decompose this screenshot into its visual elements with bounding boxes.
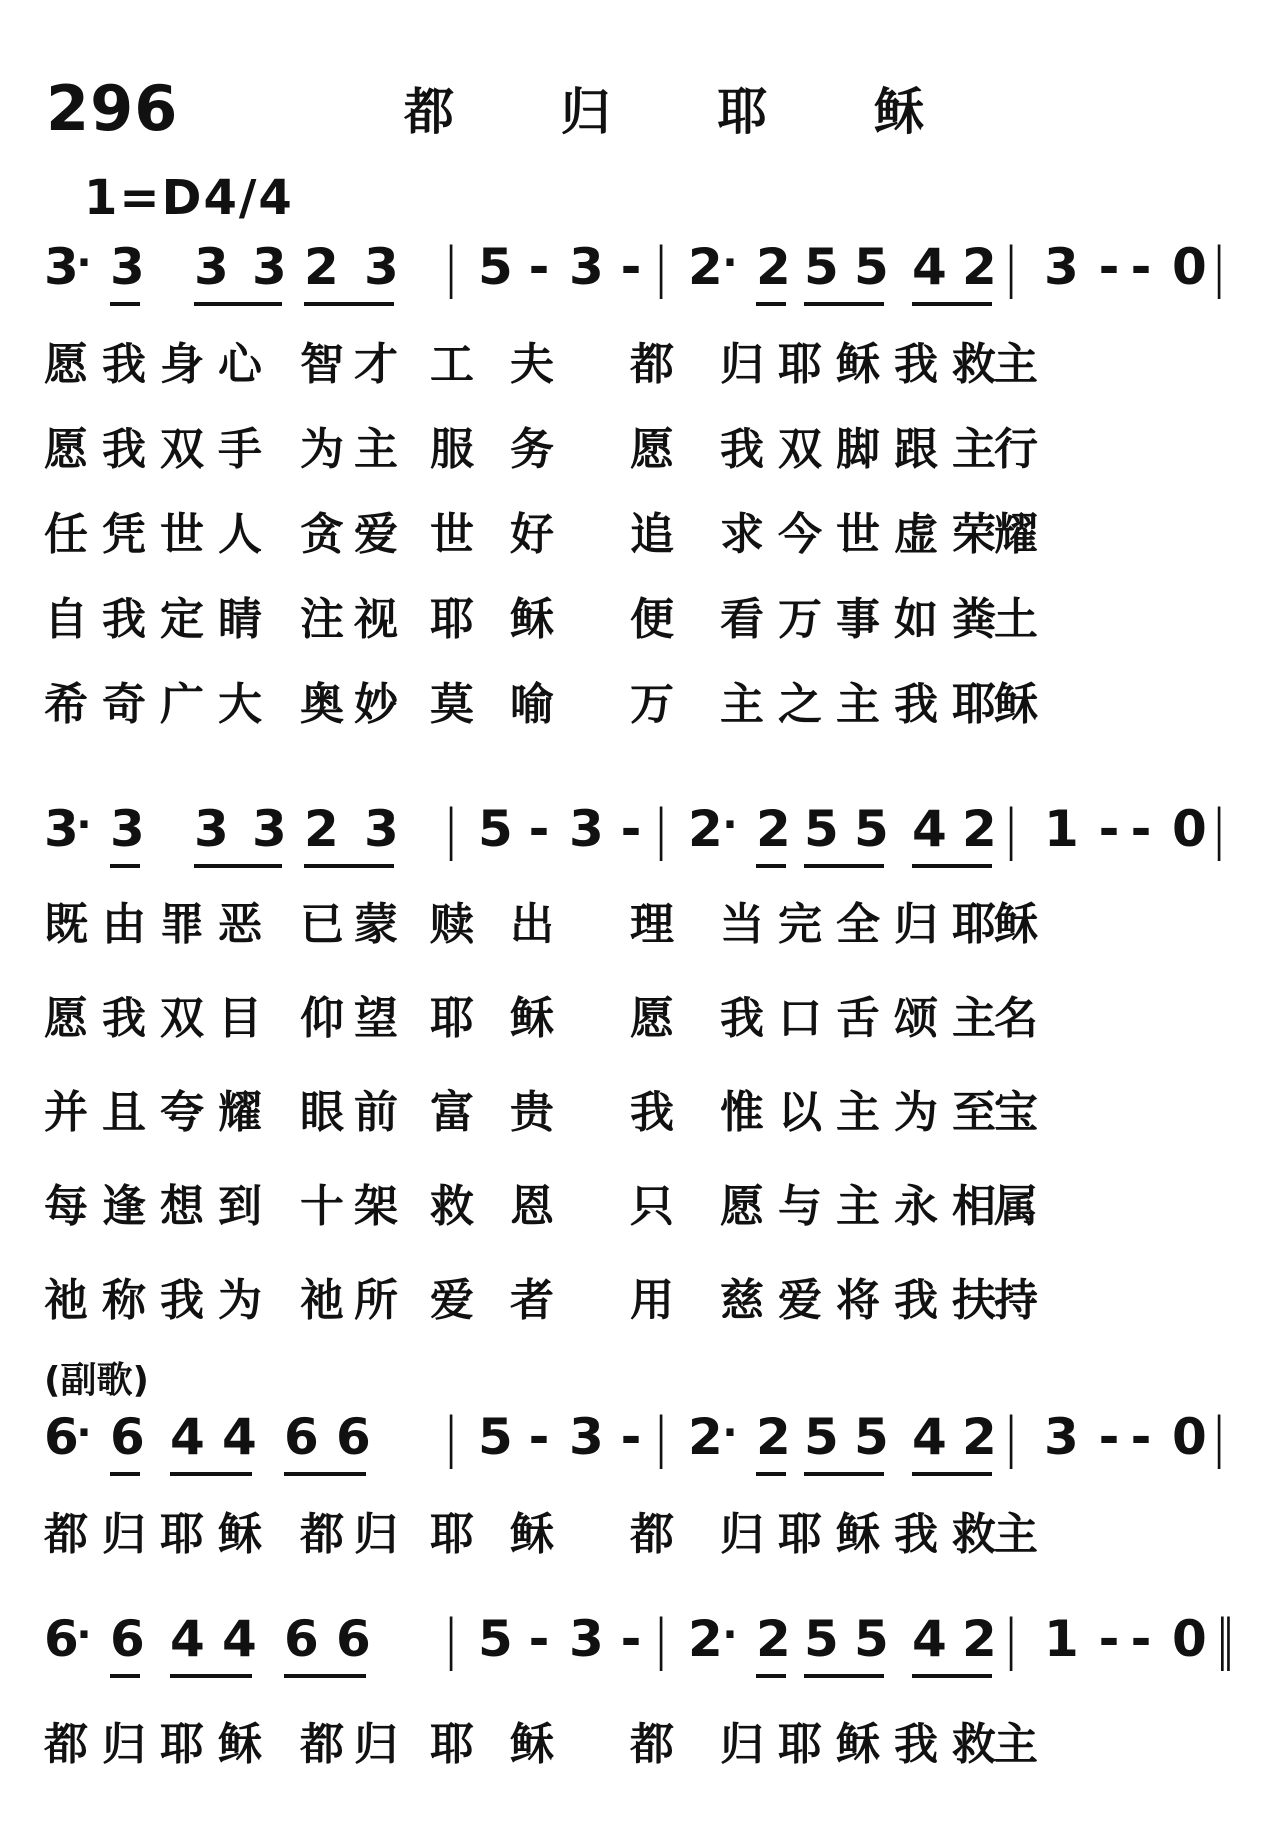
lyric-segment: 眼前 xyxy=(300,1087,408,1138)
lyric-segment: 富 xyxy=(430,1087,484,1138)
note-digit: 3 xyxy=(364,238,399,296)
dot-mark: · xyxy=(76,1410,92,1456)
note-digit: 0 xyxy=(1172,238,1207,296)
lyric-segment: 稣 xyxy=(994,899,1048,950)
bar-line: | xyxy=(655,1406,667,1469)
note-digit: 0 xyxy=(1172,1610,1207,1668)
note-digit: - xyxy=(620,800,642,858)
beam-underline xyxy=(284,1674,366,1678)
title-char: 耶 xyxy=(717,83,768,141)
lyric-segment: 都归 xyxy=(300,1719,408,1770)
lyrics-line xyxy=(44,888,1144,948)
note-digit: - xyxy=(1098,1408,1120,1466)
lyric-segment: 喻 xyxy=(510,679,564,730)
lyrics-line xyxy=(44,982,1144,1042)
lyric-segment: 主 xyxy=(994,1509,1048,1560)
lyric-segment: 耶 xyxy=(430,1719,484,1770)
note-digit: 3 xyxy=(252,238,287,296)
note-digit: 3 xyxy=(1044,238,1079,296)
lyric-segment: 稣 xyxy=(510,993,564,1044)
lyric-segment: 主 xyxy=(994,339,1048,390)
lyric-segment: 看万事如粪 xyxy=(720,594,1010,645)
beam-underline xyxy=(756,302,786,306)
dot-mark: · xyxy=(722,1410,738,1456)
lyric-segment: 行 xyxy=(994,424,1048,475)
note-digit: 6 xyxy=(336,1408,371,1466)
beam-underline xyxy=(110,1674,140,1678)
note-digit: 0 xyxy=(1172,1408,1207,1466)
lyric-segment: 愿与主永相 xyxy=(720,1181,1010,1232)
bar-line: | xyxy=(655,1608,667,1671)
note-digit: 5 xyxy=(804,1610,839,1668)
note-digit: 3 xyxy=(252,800,287,858)
lyric-segment: 耶 xyxy=(430,993,484,1044)
bar-line: | xyxy=(1005,236,1017,299)
notation-line xyxy=(44,798,1225,870)
note-digit: 0 xyxy=(1172,800,1207,858)
note-digit: 4 xyxy=(912,238,947,296)
note-digit: 6 xyxy=(284,1408,319,1466)
notation-line xyxy=(44,1608,1230,1680)
note-digit: - xyxy=(1130,800,1152,858)
lyrics-line xyxy=(44,1264,1144,1324)
lyric-segment: 便 xyxy=(630,594,684,645)
lyric-segment: 任凭世人 xyxy=(44,509,276,560)
lyric-segment: 耶 xyxy=(430,594,484,645)
lyric-segment: 赎 xyxy=(430,899,484,950)
lyric-segment: 愿我双手 xyxy=(44,424,276,475)
note-digit: - xyxy=(620,1610,642,1668)
lyric-segment: 者 xyxy=(510,1275,564,1326)
note-digit: 2 xyxy=(962,1408,997,1466)
lyric-segment: 愿我双目 xyxy=(44,993,276,1044)
beam-underline xyxy=(304,864,394,868)
note-digit: 2 xyxy=(688,1408,723,1466)
lyric-segment: 都 xyxy=(630,1719,684,1770)
lyric-segment: 愿 xyxy=(630,424,684,475)
lyric-segment: 救 xyxy=(430,1181,484,1232)
beam-underline xyxy=(912,1472,992,1476)
dot-mark: · xyxy=(76,240,92,286)
note-digit: - xyxy=(620,238,642,296)
bar-line: | xyxy=(655,798,667,861)
beam-underline xyxy=(170,1472,252,1476)
beam-underline xyxy=(110,864,140,868)
lyrics-line xyxy=(44,328,1144,388)
note-digit: 5 xyxy=(804,238,839,296)
lyric-segment: 自我定睛 xyxy=(44,594,276,645)
bar-line: | xyxy=(1213,798,1225,861)
bar-line: | xyxy=(1005,798,1017,861)
lyrics-line xyxy=(44,1498,1144,1558)
note-digit: 3 xyxy=(569,238,604,296)
lyrics-line xyxy=(44,1076,1144,1136)
note-digit: 6 xyxy=(110,1408,145,1466)
note-digit: 3 xyxy=(364,800,399,858)
lyric-segment: 都归耶稣 xyxy=(44,1719,276,1770)
note-digit: 3 xyxy=(569,1408,604,1466)
bar-line: | xyxy=(445,236,457,299)
key-signature: 1=D4/4 xyxy=(84,170,294,226)
lyric-segment: 理 xyxy=(630,899,684,950)
hymn-number: 296 xyxy=(46,72,179,145)
lyric-segment: 万 xyxy=(630,679,684,730)
lyric-segment: 耶 xyxy=(430,1509,484,1560)
note-digit: 2 xyxy=(756,1610,791,1668)
lyric-segment: 好 xyxy=(510,509,564,560)
note-digit: 5 xyxy=(854,238,889,296)
lyric-segment: 慈爱将我扶 xyxy=(720,1275,1010,1326)
note-digit: 3 xyxy=(194,800,229,858)
note-digit: 2 xyxy=(756,238,791,296)
lyric-segment: 祂称我为 xyxy=(44,1275,276,1326)
lyric-segment: 工 xyxy=(430,339,484,390)
lyric-segment: 稣 xyxy=(994,679,1048,730)
chorus-label: (副歌) xyxy=(44,1360,149,1401)
lyric-segment: 持 xyxy=(994,1275,1048,1326)
note-digit: 6 xyxy=(336,1610,371,1668)
note-digit: 4 xyxy=(170,1610,205,1668)
note-digit: 6 xyxy=(110,1610,145,1668)
note-digit: - xyxy=(528,1610,550,1668)
dot-mark: · xyxy=(722,1612,738,1658)
note-digit: - xyxy=(1098,1610,1120,1668)
note-digit: 4 xyxy=(912,800,947,858)
note-digit: 2 xyxy=(962,800,997,858)
title-char: 稣 xyxy=(873,83,924,141)
note-digit: 3 xyxy=(110,238,145,296)
lyric-segment: 求今世虚荣 xyxy=(720,509,1010,560)
bar-line: | xyxy=(445,1406,457,1469)
dot-mark: · xyxy=(722,240,738,286)
note-digit: 3 xyxy=(44,238,79,296)
note-digit: 2 xyxy=(756,800,791,858)
lyric-segment: 只 xyxy=(630,1181,684,1232)
lyric-segment: 注视 xyxy=(300,594,408,645)
note-digit: 5 xyxy=(854,800,889,858)
note-digit: 5 xyxy=(854,1408,889,1466)
note-digit: 4 xyxy=(222,1610,257,1668)
lyric-segment: 主 xyxy=(994,1719,1048,1770)
note-digit: - xyxy=(528,800,550,858)
lyric-segment: 出 xyxy=(510,899,564,950)
beam-underline xyxy=(194,302,282,306)
beam-underline xyxy=(756,864,786,868)
bar-line: | xyxy=(1213,1406,1225,1469)
bar-line: | xyxy=(1005,1608,1017,1671)
lyric-segment: 归耶稣我救 xyxy=(720,1719,1010,1770)
lyrics-line xyxy=(44,583,1144,643)
beam-underline xyxy=(110,302,140,306)
note-digit: 5 xyxy=(854,1610,889,1668)
lyrics-line xyxy=(44,498,1144,558)
bar-line: || xyxy=(1216,1608,1230,1671)
lyric-segment: 归耶稣我救 xyxy=(720,1509,1010,1560)
bar-line: | xyxy=(1213,236,1225,299)
lyric-segment: 属 xyxy=(994,1181,1048,1232)
note-digit: 2 xyxy=(304,800,339,858)
lyric-segment: 世 xyxy=(430,509,484,560)
note-digit: 5 xyxy=(804,800,839,858)
lyric-segment: 智才 xyxy=(300,339,408,390)
lyric-segment: 稣 xyxy=(510,1509,564,1560)
note-digit: 4 xyxy=(912,1610,947,1668)
lyric-segment: 十架 xyxy=(300,1181,408,1232)
lyric-segment: 稣 xyxy=(510,594,564,645)
lyric-segment: 夫 xyxy=(510,339,564,390)
note-digit: 6 xyxy=(44,1408,79,1466)
lyric-segment: 都归 xyxy=(300,1509,408,1560)
lyric-segment: 愿我身心 xyxy=(44,339,276,390)
beam-underline xyxy=(804,1472,884,1476)
lyric-segment: 贪爱 xyxy=(300,509,408,560)
note-digit: 5 xyxy=(478,1610,513,1668)
beam-underline xyxy=(912,302,992,306)
note-digit: 3 xyxy=(194,238,229,296)
lyric-segment: 主之主我耶 xyxy=(720,679,1010,730)
note-digit: - xyxy=(528,1408,550,1466)
beam-underline xyxy=(110,1472,140,1476)
lyric-segment: 既由罪恶 xyxy=(44,899,276,950)
hymn-title xyxy=(404,72,924,144)
lyric-segment: 宝 xyxy=(994,1087,1048,1138)
note-digit: 1 xyxy=(1044,1610,1079,1668)
note-digit: 4 xyxy=(912,1408,947,1466)
lyric-segment: 莫 xyxy=(430,679,484,730)
lyrics-line xyxy=(44,1170,1144,1230)
lyric-segment: 惟以主为至 xyxy=(720,1087,1010,1138)
note-digit: 3 xyxy=(569,1610,604,1668)
lyric-segment: 名 xyxy=(994,993,1048,1044)
note-digit: 5 xyxy=(478,1408,513,1466)
lyric-segment: 并且夸耀 xyxy=(44,1087,276,1138)
beam-underline xyxy=(304,302,394,306)
lyric-segment: 祂所 xyxy=(300,1275,408,1326)
lyric-segment: 爱 xyxy=(430,1275,484,1326)
beam-underline xyxy=(756,1472,786,1476)
note-digit: - xyxy=(1130,1610,1152,1668)
beam-underline xyxy=(284,1472,366,1476)
lyric-segment: 耀 xyxy=(994,509,1048,560)
note-digit: - xyxy=(620,1408,642,1466)
note-digit: 6 xyxy=(284,1610,319,1668)
beam-underline xyxy=(194,864,282,868)
note-digit: 2 xyxy=(688,1610,723,1668)
lyric-segment: 恩 xyxy=(510,1181,564,1232)
beam-underline xyxy=(170,1674,252,1678)
lyric-segment: 奥妙 xyxy=(300,679,408,730)
notation-line xyxy=(44,236,1225,308)
note-digit: - xyxy=(1098,800,1120,858)
note-digit: - xyxy=(1130,1408,1152,1466)
note-digit: 6 xyxy=(44,1610,79,1668)
note-digit: - xyxy=(1098,238,1120,296)
lyric-segment: 我 xyxy=(630,1087,684,1138)
note-digit: 3 xyxy=(44,800,79,858)
beam-underline xyxy=(912,864,992,868)
beam-underline xyxy=(912,1674,992,1678)
note-digit: 1 xyxy=(1044,800,1079,858)
title-char: 都 xyxy=(404,83,454,141)
lyric-segment: 服 xyxy=(430,424,484,475)
note-digit: 3 xyxy=(1044,1408,1079,1466)
lyric-segment: 都 xyxy=(630,339,684,390)
title-char: 归 xyxy=(560,83,611,141)
lyric-segment: 希奇广大 xyxy=(44,679,276,730)
beam-underline xyxy=(804,302,884,306)
lyric-segment: 愿 xyxy=(630,993,684,1044)
note-digit: 5 xyxy=(478,800,513,858)
note-digit: 2 xyxy=(756,1408,791,1466)
lyric-segment: 用 xyxy=(630,1275,684,1326)
lyric-segment: 都归耶稣 xyxy=(44,1509,276,1560)
note-digit: - xyxy=(528,238,550,296)
beam-underline xyxy=(804,864,884,868)
lyric-segment: 都 xyxy=(630,1509,684,1560)
lyric-segment: 仰望 xyxy=(300,993,408,1044)
dot-mark: · xyxy=(76,1612,92,1658)
note-digit: 5 xyxy=(478,238,513,296)
dot-mark: · xyxy=(76,802,92,848)
dot-mark: · xyxy=(722,802,738,848)
lyric-segment: 追 xyxy=(630,509,684,560)
beam-underline xyxy=(804,1674,884,1678)
lyric-segment: 我口舌颂主 xyxy=(720,993,1010,1044)
bar-line: | xyxy=(445,1608,457,1671)
lyric-segment: 稣 xyxy=(510,1719,564,1770)
lyric-segment: 土 xyxy=(994,594,1048,645)
bar-line: | xyxy=(1005,1406,1017,1469)
lyric-segment: 为主 xyxy=(300,424,408,475)
note-digit: 2 xyxy=(304,238,339,296)
note-digit: 2 xyxy=(962,1610,997,1668)
lyric-segment: 务 xyxy=(510,424,564,475)
lyric-segment: 每逢想到 xyxy=(44,1181,276,1232)
note-digit: 4 xyxy=(170,1408,205,1466)
note-digit: 2 xyxy=(962,238,997,296)
notation-line xyxy=(44,1406,1225,1478)
lyric-segment: 已蒙 xyxy=(300,899,408,950)
lyric-segment: 当完全归耶 xyxy=(720,899,1010,950)
lyric-segment: 贵 xyxy=(510,1087,564,1138)
note-digit: 3 xyxy=(110,800,145,858)
note-digit: - xyxy=(1130,238,1152,296)
lyrics-line xyxy=(44,668,1144,728)
bar-line: | xyxy=(655,236,667,299)
note-digit: 2 xyxy=(688,800,723,858)
lyrics-line xyxy=(44,413,1144,473)
note-digit: 2 xyxy=(688,238,723,296)
note-digit: 3 xyxy=(569,800,604,858)
lyrics-line xyxy=(44,1708,1144,1768)
lyric-segment: 归耶稣我救 xyxy=(720,339,1010,390)
lyric-segment: 我双脚跟主 xyxy=(720,424,1010,475)
note-digit: 5 xyxy=(804,1408,839,1466)
bar-line: | xyxy=(445,798,457,861)
note-digit: 4 xyxy=(222,1408,257,1466)
beam-underline xyxy=(756,1674,786,1678)
